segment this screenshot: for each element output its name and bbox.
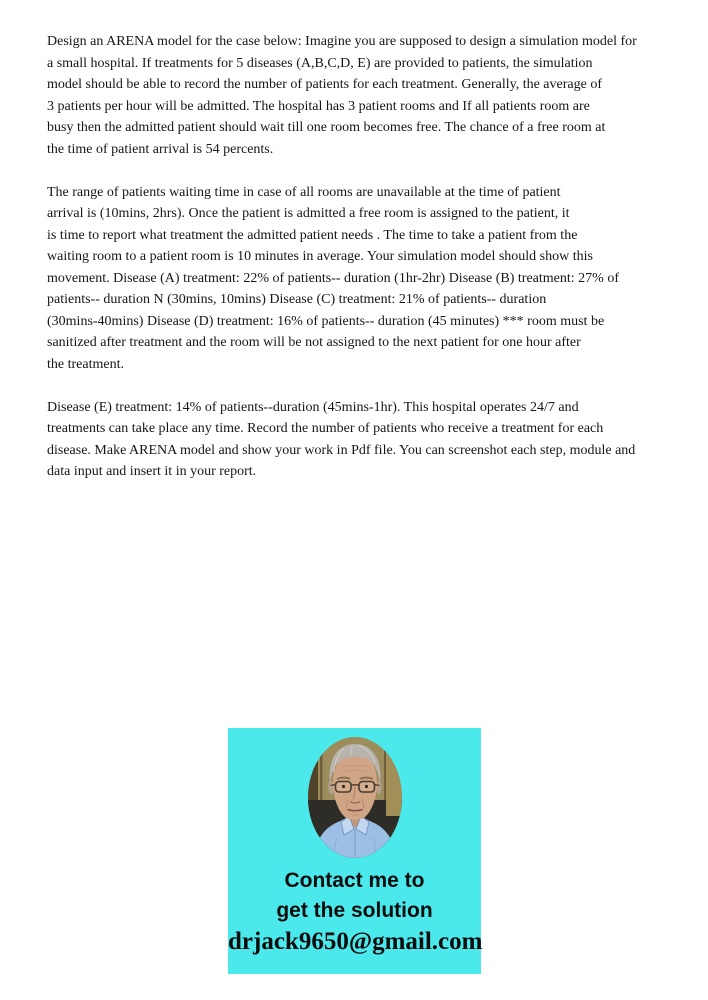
text-line: the treatment. (47, 356, 124, 372)
text-line: Design an ARENA model for the case below: Imagine you are supposed to design a simulation model for (47, 34, 637, 49)
text-line: The range of patients waiting time in case of all rooms are unavailable at the time of patient (47, 184, 561, 200)
text-line: waiting room to a patient room is 10 minutes in average. Your simulation model should show this (47, 249, 593, 264)
assignment-text (47, 31, 677, 504)
text-line: arrival is (10mins, 2hrs). Once the patient is admitted a free room is assigned to the patient, it (47, 206, 570, 221)
paragraph-3 (47, 397, 677, 483)
text-line: busy then the admitted patient should wait till one room becomes free. The chance of a free room at (47, 120, 606, 135)
portrait-photo-illustration (308, 737, 402, 858)
text-line: treatments can take place any time. Record the number of patients who receive a treatment for each (47, 421, 604, 436)
text-line: disease. Make ARENA model and show your work in Pdf file. You can screenshot each step, module and (47, 442, 636, 458)
text-line: Disease (E) treatment: 14% of patients--duration (45mins-1hr). This hospital operates 24/7 and (47, 399, 579, 415)
contact-email: drjack9650@gmail.com (228, 928, 483, 955)
contact-heading-line-2: get the solution (276, 899, 433, 922)
text-line: 3 patients per hour will be admitted. The hospital has 3 patient rooms and If all patients room are (47, 98, 590, 114)
text-line: is time to report what treatment the admitted patient needs . The time to take a patient from the (47, 227, 578, 243)
text-line: movement. Disease (A) treatment: 22% of patients-- duration (1hr-2hr) Disease (B) treatment: 27% of (47, 270, 619, 286)
text-line: a small hospital. If treatments for 5 diseases (A,B,C,D, E) are provided to patients, the simulation (47, 55, 593, 71)
text-line: data input and insert it in your report. (47, 464, 257, 479)
text-line: patients-- duration N (30mins, 10mins) Disease (C) treatment: 21% of patients-- duration (47, 292, 547, 307)
text-line: the time of patient arrival is 54 percents. (47, 141, 274, 157)
portrait-photo (308, 737, 402, 858)
contact-card-text (228, 866, 481, 957)
paragraph-1 (47, 31, 677, 160)
text-line: sanitized after treatment and the room will be not assigned to the next patient for one hour after (47, 335, 581, 350)
contact-card (228, 728, 481, 974)
text-line: model should be able to record the number of patients for each treatment. Generally, the average of (47, 77, 602, 92)
paragraph-2 (47, 182, 677, 376)
contact-heading-line-1: Contact me to (284, 869, 425, 892)
text-line: (30mins-40mins) Disease (D) treatment: 16% of patients-- duration (45 minutes) *** room must be (47, 313, 605, 329)
